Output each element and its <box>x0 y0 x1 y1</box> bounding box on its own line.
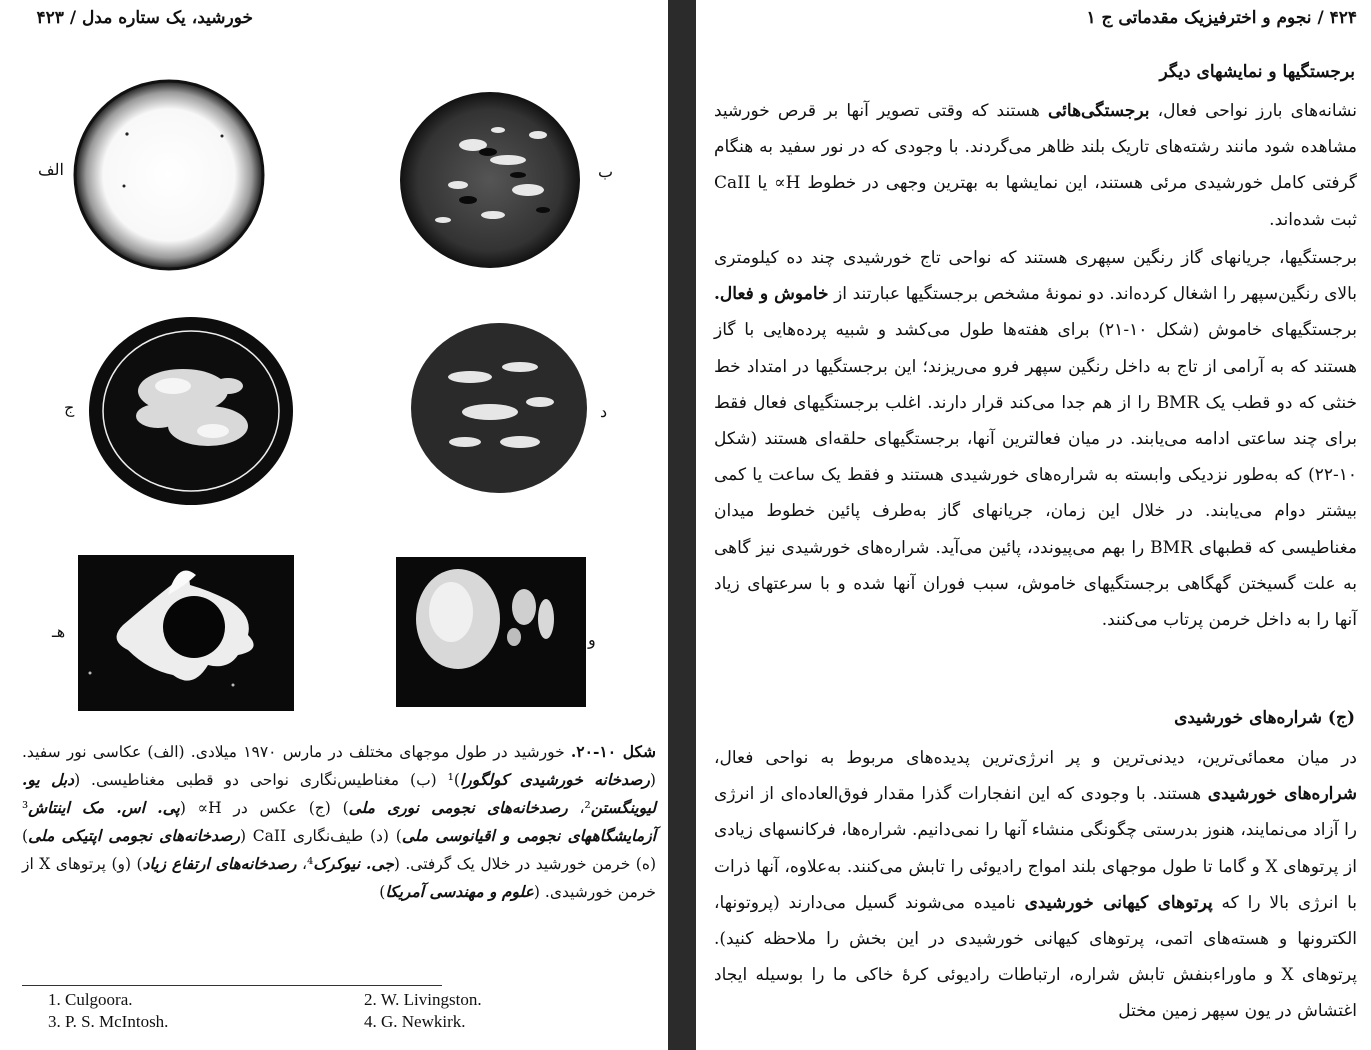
caption-credit: دبل یو. لیوینگستن <box>22 770 656 817</box>
paragraph-prominence-types <box>714 240 1357 638</box>
footnote-1: 1. Culgoora. <box>48 990 133 1009</box>
bold-term: خاموش و فعال. <box>714 284 829 305</box>
sun-caii-spectroheliogram-image <box>410 322 588 494</box>
caption-part: خورشید در طول موجهای مختلف در مارس ۱۹۷۰ میلادی. (الف) عکاسی نور سفید. ( <box>22 743 656 789</box>
caption-credit: رصدخانه‌های ارتفاع زیاد <box>142 854 297 873</box>
caption-part: ) (و) پرتوهای X از خرمن خورشیدی. ( <box>22 855 656 901</box>
paragraph-text: هستند. با وجودی که این انفجارات گذرا مقدار فوق‌العاده‌ای از انرژی را آزاد می‌نمایند، هنوز بدرستی چگونگی منشاء آنها را نمی‌دانیم. شراره‌ها، فرکانسهای زیادی از پرتوهای X و گاما تا طول موجهای بلند امواج رادیوئی را تابش می‌کنند. به‌علاوه، آنها ذرات با انرژی بالا را که <box>714 784 1358 913</box>
left-page <box>0 0 668 1050</box>
sun-h-alpha-image <box>88 316 294 506</box>
caption-part: ) (ه) خرمن خورشید در خلال یک گرفتی. ( <box>22 827 656 873</box>
caption-part: )¹ (ب) مغناطیس‌نگاری نواحی دو قطبی مغناطیسی. ( <box>74 771 460 789</box>
caption-credit: پی. اس. مک اینتاش <box>28 798 180 817</box>
plate-label-f: و <box>588 630 596 649</box>
caption-part: ³ <box>22 799 29 817</box>
caption-part: ⁴، <box>296 855 314 873</box>
figure-caption <box>22 738 656 906</box>
caption-part: ) (ج) عکس در H∝ ( <box>179 799 349 817</box>
sun-magnetogram-image <box>398 90 583 270</box>
caption-part: ) <box>379 883 386 901</box>
paragraph-solar-flares <box>714 740 1357 1030</box>
section-heading-solar-flares: (ج) شراره‌های خورشیدی <box>1174 708 1355 728</box>
footnote-rule <box>22 985 442 986</box>
paragraph-text: برجستگیها، جریانهای گاز رنگین سپهری هستند که نواحی تاج خورشیدی چند ده کیلومتری بالای رنگین‌سپهر را اشغال کرده‌اند. دو نمونهٔ مشخص برجستگیها عبارتند از <box>714 248 1358 305</box>
caption-credit: آزمایشگاههای نجومی و اقیانوسی ملی <box>401 826 656 845</box>
caption-part: ²، <box>567 799 591 817</box>
plate-label-d: د <box>600 402 608 421</box>
footnote-3: 3. P. S. McIntosh. <box>48 1012 169 1031</box>
footnote-4: 4. G. Newkirk. <box>364 1012 466 1031</box>
plate-label-e: هـ <box>52 622 66 641</box>
bold-term: برجستگی‌هائی <box>1047 101 1150 121</box>
section-heading-prominences: برجستگیها و نمایشهای دیگر <box>1159 62 1355 82</box>
paragraph-text: هستند که وقتی تصویر آنها بر قرص خورشید مشاهده شود مانند رشته‌های تاریک بلند ظاهر می‌گردند. با وجودی که در نور سفید به هنگام گرفتی کامل خورشیدی مرئی هستند، این نمایشها به بهترین وجهی در خطوط H∝ یا CaII ثبت شده‌اند. <box>714 101 1357 230</box>
bold-term: پرتوهای کیهانی خورشیدی <box>1024 892 1213 913</box>
paragraph-prominences-intro <box>714 93 1357 238</box>
plate-label-a: الف <box>38 160 64 179</box>
right-page <box>696 0 1371 1050</box>
paragraph-text: برجستگیهای خاموش (شکل ۱۰-۲۱) برای هفته‌ها طول می‌کشد و شبیه پرده‌هایی با گاز هستند که به آرامی از تاج به داخل رنگین سپهر فرو می‌ریزند؛ این برجستگیها در امتداد خط خنثی که دو قطب یک BMR را از هم جدا می‌کند قرار دارند. اغلب برجستگیهای فعال فقط برای چند ساعتی ادامه می‌یابند. در میان فعالترین آنها، برجستگیهای حلقه‌ای هستند (شکل ۱۰-۲۲) که به‌طور نزدیکی وابسته به شراره‌های خورشیدی هستند و فقط یک ساعت یا کمی بیشتر دوام می‌یابند. در خلال این زمان، جریانهای گاز به‌طرف پائین خطوط میدان مغناطیسی که قطبهای BMR را بهم می‌پیوندد، پائین می‌آید. شراره‌های خورشیدی نیز گاهی به علت گسیختن گهگاهی برجستگیهای خاموش، سبب فوران آنها شده و با سرعتهای زیاد آنها را به داخل خرمن پرتاب می‌کنند. <box>714 320 1358 631</box>
book-gutter <box>668 0 696 1050</box>
bold-term: شراره‌های خورشیدی <box>1207 784 1357 805</box>
paragraph-text: در میان معمائی‌ترین، دیدنی‌ترین و پر انرژی‌ترین پدیده‌های مربوط به نواحی فعال، <box>714 748 1357 768</box>
caption-part: ) (د) طیف‌نگاری CaII ( <box>239 827 402 845</box>
plate-label-c: ج <box>64 398 75 417</box>
paragraph-text: نامیده می‌شوند گسیل می‌دارند (پروتونها، الکترونها و هسته‌های اتمی، پرتوهای کیهانی خورشیدی در این بخش را ملاحظه کنید). پرتوهای X و ماوراءبنفش تابش شراره، ارتباطات رادیوئی کرهٔ خاکی ما را بوسیله ایجاد اغتشاش در یون سپهر زمین مختل <box>714 892 1357 1022</box>
solar-corona-xray-image <box>396 557 586 707</box>
caption-credit: علوم و مهندسی آمریکا <box>385 882 534 901</box>
footnote-2: 2. W. Livingston. <box>364 990 482 1009</box>
caption-credit: رصدخانه‌های نجومی اپتیکی ملی <box>28 826 240 845</box>
solar-corona-eclipse-image <box>78 555 294 711</box>
plate-label-b: ب <box>598 162 614 181</box>
sun-white-light-image <box>72 78 266 272</box>
caption-credit: رصدخانه‌های نجومی نوری ملی <box>348 798 568 817</box>
caption-prefix: شکل ۱۰-۲۰. <box>570 742 657 761</box>
paragraph-text: نشانه‌های بارز نواحی فعال، <box>1149 101 1357 121</box>
running-header-right: ۴۲۴ / نجوم و اخترفیزیک مقدماتی ج ۱ <box>1086 8 1357 28</box>
caption-credit: جی. نیوکرک <box>313 854 394 873</box>
running-header-left: خورشید، یک ستاره مدل / ۴۲۳ <box>36 8 253 28</box>
caption-credit: رصدخانه خورشیدی کولگورا <box>459 770 650 789</box>
